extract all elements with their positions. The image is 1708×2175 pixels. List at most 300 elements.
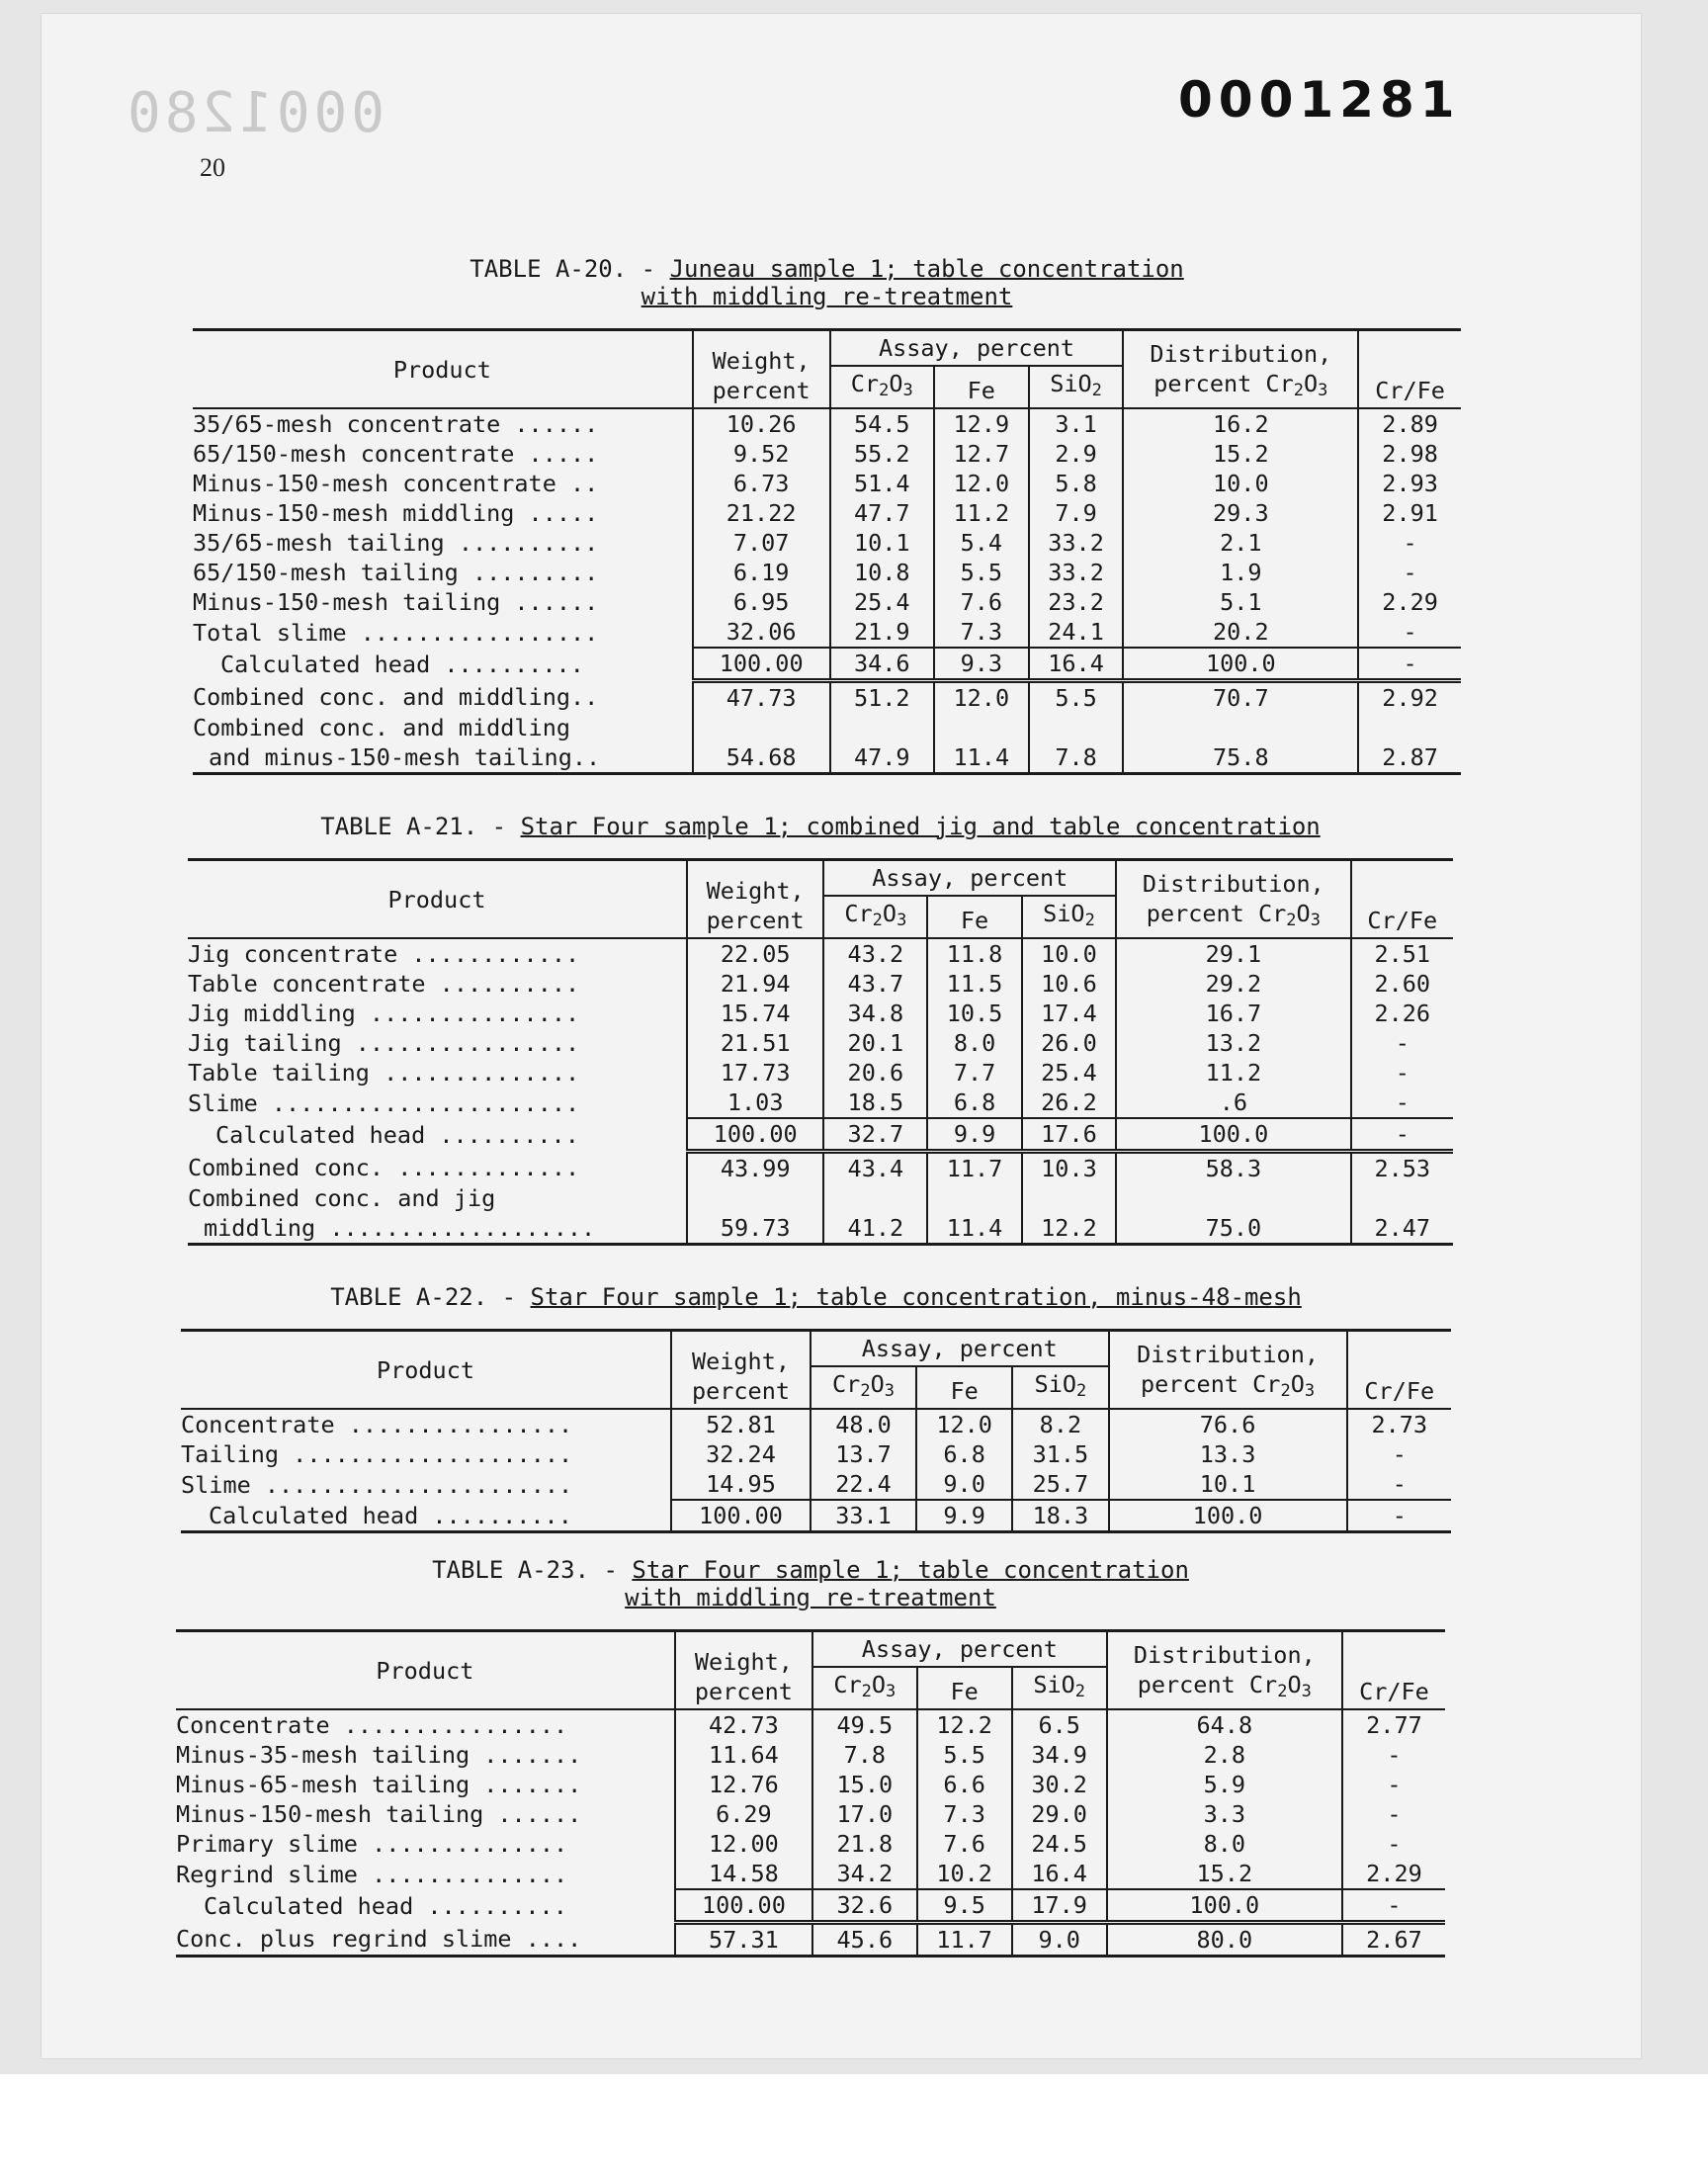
- subscript: 2: [1074, 1682, 1086, 1701]
- data-table: [188, 858, 1453, 1246]
- value-cell: 5.1: [1123, 587, 1358, 617]
- value-cell: 18.3: [1012, 1500, 1108, 1532]
- value-cell: 9.3: [934, 648, 1029, 681]
- value-cell: .6: [1116, 1088, 1350, 1118]
- value-cell: 11.4: [934, 742, 1029, 774]
- value-cell: 12.2: [1022, 1213, 1116, 1245]
- value-cell: 22.05: [687, 938, 823, 969]
- table-block-a21: [188, 813, 1453, 1246]
- document-number: 0001281: [1178, 71, 1461, 129]
- product-cell: Slime ......................: [181, 1470, 573, 1499]
- col-header-cr-fe: Cr/Fe: [1342, 1631, 1445, 1710]
- value-cell: 7.3: [917, 1799, 1012, 1829]
- col-header-weight-line2: percent: [691, 1377, 791, 1405]
- subscript: 2: [879, 381, 890, 400]
- value-cell: 5.5: [934, 558, 1029, 587]
- value-cell: 11.7: [917, 1923, 1012, 1957]
- value-cell: 10.6: [1022, 969, 1116, 999]
- value-cell: 7.3: [934, 617, 1029, 648]
- value-cell: 22.4: [811, 1469, 916, 1500]
- col-header-weight: [687, 860, 823, 939]
- empty-cell: [927, 1183, 1021, 1213]
- product-cell: Minus-150-mesh concentrate ..: [193, 470, 599, 497]
- empty-cell: [1029, 713, 1124, 742]
- value-cell: 43.2: [823, 938, 927, 969]
- value-cell: 33.2: [1029, 558, 1124, 587]
- table-row: [193, 439, 1461, 469]
- value-cell: 47.9: [830, 742, 934, 774]
- col-header-assay: Assay, percent: [811, 1331, 1109, 1367]
- value-cell: 15.2: [1107, 1859, 1342, 1889]
- value-cell: 15.0: [812, 1770, 917, 1799]
- value-cell: 76.6: [1109, 1409, 1347, 1439]
- sio-symbol: SiO: [1043, 900, 1085, 927]
- value-cell: 10.8: [830, 558, 934, 587]
- value-cell: 2.93: [1358, 469, 1461, 498]
- value-cell: 21.9: [830, 617, 934, 648]
- value-cell: -: [1342, 1829, 1445, 1859]
- value-cell: 11.8: [927, 938, 1021, 969]
- table-row: [193, 587, 1461, 617]
- subscript: 3: [1304, 1381, 1316, 1401]
- value-cell: 2.47: [1351, 1213, 1453, 1245]
- subscript: 3: [897, 911, 907, 930]
- table-block-a20: [193, 255, 1461, 775]
- col-header-distribution-line2b: O: [1290, 1370, 1305, 1398]
- combined-row: [176, 1923, 1445, 1957]
- value-cell: 41.2: [823, 1213, 927, 1245]
- value-cell: 32.06: [693, 617, 830, 648]
- value-cell: 100.00: [671, 1500, 811, 1532]
- table-row: [176, 1709, 1445, 1740]
- product-cell: Combined conc. and middling: [193, 714, 571, 741]
- combined-row-multiline-values: [193, 742, 1461, 774]
- value-cell: 2.98: [1358, 439, 1461, 469]
- product-cell: Calculated head ..........: [204, 1891, 567, 1920]
- table-row: [193, 469, 1461, 498]
- value-cell: 8.0: [1107, 1829, 1342, 1859]
- value-cell: 10.0: [1022, 938, 1116, 969]
- value-cell: 2.73: [1347, 1409, 1451, 1439]
- value-cell: 9.0: [916, 1469, 1012, 1500]
- col-header-distribution-line1: Distribution,: [1142, 870, 1324, 898]
- table-title-line1: Star Four sample 1; table concentration: [632, 1556, 1189, 1584]
- product-cell: 65/150-mesh concentrate .....: [193, 440, 599, 468]
- value-cell: 34.9: [1012, 1740, 1107, 1770]
- value-cell: 31.5: [1012, 1439, 1108, 1469]
- value-cell: 18.5: [823, 1088, 927, 1118]
- value-cell: 33.1: [811, 1500, 916, 1532]
- value-cell: 9.52: [693, 439, 830, 469]
- value-cell: 6.8: [927, 1088, 1021, 1118]
- table-row: [193, 528, 1461, 558]
- product-cell: Tailing ....................: [181, 1440, 573, 1468]
- product-cell: Jig middling ...............: [188, 1000, 580, 1027]
- value-cell: 100.0: [1107, 1889, 1342, 1923]
- product-cell: Combined conc. and middling..: [193, 682, 599, 711]
- value-cell: 42.73: [675, 1709, 812, 1740]
- empty-cell: [1351, 1183, 1453, 1213]
- value-cell: 29.3: [1123, 498, 1358, 528]
- value-cell: 10.5: [927, 999, 1021, 1028]
- col-header-cr-fe: Cr/Fe: [1347, 1331, 1451, 1410]
- value-cell: 7.07: [693, 528, 830, 558]
- product-cell: Minus-150-mesh tailing ......: [193, 588, 599, 616]
- value-cell: 5.4: [934, 528, 1029, 558]
- col-header-assay: Assay, percent: [830, 330, 1124, 367]
- value-cell: 30.2: [1012, 1770, 1107, 1799]
- value-cell: 34.6: [830, 648, 934, 681]
- value-cell: 1.9: [1123, 558, 1358, 587]
- value-cell: 12.2: [917, 1709, 1012, 1740]
- value-cell: 2.53: [1351, 1152, 1453, 1184]
- value-cell: 6.73: [693, 469, 830, 498]
- value-cell: 45.6: [812, 1923, 917, 1957]
- value-cell: 15.74: [687, 999, 823, 1028]
- table-row: [188, 969, 1453, 999]
- table-row: [188, 1088, 1453, 1118]
- value-cell: 10.2: [917, 1859, 1012, 1889]
- value-cell: 100.0: [1123, 648, 1358, 681]
- table-row: [188, 938, 1453, 969]
- value-cell: 6.6: [917, 1770, 1012, 1799]
- product-cell: Combined conc. .............: [188, 1153, 580, 1181]
- value-cell: 6.19: [693, 558, 830, 587]
- empty-cell: [1123, 713, 1358, 742]
- col-header-weight-line1: Weight,: [712, 347, 811, 375]
- subscript: 3: [1301, 1682, 1312, 1701]
- cr-symbol: Cr: [832, 1370, 861, 1398]
- value-cell: 3.1: [1029, 408, 1124, 439]
- col-header-product: Product: [188, 860, 687, 939]
- table-row: [193, 498, 1461, 528]
- product-cell: Minus-150-mesh middling .....: [193, 499, 599, 527]
- value-cell: 80.0: [1107, 1923, 1342, 1957]
- value-cell: 2.87: [1358, 742, 1461, 774]
- value-cell: 26.2: [1022, 1088, 1116, 1118]
- page-number: 20: [200, 153, 225, 182]
- table-row: [193, 408, 1461, 439]
- value-cell: 17.6: [1022, 1118, 1116, 1152]
- product-cell: Minus-65-mesh tailing .......: [176, 1771, 582, 1798]
- col-header-fe: Fe: [917, 1667, 1012, 1709]
- value-cell: -: [1351, 1088, 1453, 1118]
- value-cell: -: [1351, 1028, 1453, 1058]
- sio-symbol: SiO: [1050, 370, 1092, 397]
- col-header-distribution-line2b: O: [1296, 900, 1311, 927]
- col-header-sio2: [1022, 896, 1116, 938]
- value-cell: 2.92: [1358, 681, 1461, 714]
- product-cell: Concentrate ................: [181, 1411, 573, 1438]
- data-table: [176, 1629, 1445, 1958]
- col-header-weight-line2: percent: [706, 907, 805, 934]
- col-header-distribution: [1116, 860, 1350, 939]
- value-cell: 8.0: [927, 1028, 1021, 1058]
- table-row: [188, 999, 1453, 1028]
- col-header-distribution-line2: percent Cr: [1137, 1671, 1278, 1698]
- value-cell: 2.51: [1351, 938, 1453, 969]
- product-cell: middling ...................: [204, 1214, 596, 1242]
- value-cell: 16.7: [1116, 999, 1350, 1028]
- subscript: 2: [1286, 911, 1297, 930]
- table-title-line1: Juneau sample 1; table concentration: [669, 255, 1184, 283]
- value-cell: 2.26: [1351, 999, 1453, 1028]
- value-cell: 11.4: [927, 1213, 1021, 1245]
- value-cell: 3.3: [1107, 1799, 1342, 1829]
- empty-cell: [1358, 713, 1461, 742]
- table-row: [176, 1829, 1445, 1859]
- value-cell: 55.2: [830, 439, 934, 469]
- col-header-assay: Assay, percent: [812, 1631, 1107, 1668]
- col-header-weight-line1: Weight,: [691, 1348, 791, 1375]
- subscript: 2: [1280, 1381, 1291, 1401]
- cr-symbol: Cr: [844, 900, 873, 927]
- value-cell: -: [1342, 1770, 1445, 1799]
- o-symbol: O: [889, 370, 903, 397]
- table-row: [176, 1859, 1445, 1889]
- header-row: [181, 1331, 1451, 1367]
- value-cell: 10.1: [830, 528, 934, 558]
- value-cell: 2.1: [1123, 528, 1358, 558]
- value-cell: -: [1358, 528, 1461, 558]
- value-cell: 2.89: [1358, 408, 1461, 439]
- value-cell: 6.8: [916, 1439, 1012, 1469]
- subscript: 3: [1310, 911, 1321, 930]
- value-cell: -: [1347, 1469, 1451, 1500]
- product-cell: 65/150-mesh tailing .........: [193, 559, 599, 586]
- subscript: 3: [884, 1381, 895, 1401]
- value-cell: 24.1: [1029, 617, 1124, 648]
- product-cell: 35/65-mesh concentrate ......: [193, 410, 599, 438]
- table-number: TABLE A-23. -: [432, 1556, 633, 1584]
- value-cell: 13.7: [811, 1439, 916, 1469]
- combined-row-multiline: [193, 713, 1461, 742]
- col-header-cr2o3: [812, 1667, 917, 1709]
- col-header-distribution-line2: percent Cr: [1140, 1370, 1281, 1398]
- col-header-distribution-line2: percent Cr: [1146, 900, 1287, 927]
- combined-row-multiline: [188, 1183, 1453, 1213]
- value-cell: 11.64: [675, 1740, 812, 1770]
- value-cell: 100.0: [1116, 1118, 1350, 1152]
- table-caption: [181, 1283, 1451, 1311]
- value-cell: 32.7: [823, 1118, 927, 1152]
- col-header-distribution-line2b: O: [1287, 1671, 1302, 1698]
- col-header-distribution-line2: percent Cr: [1153, 370, 1294, 397]
- value-cell: 5.8: [1029, 469, 1124, 498]
- value-cell: 32.24: [671, 1439, 811, 1469]
- o-symbol: O: [870, 1370, 885, 1398]
- empty-cell: [823, 1183, 927, 1213]
- value-cell: 26.0: [1022, 1028, 1116, 1058]
- cr-symbol: Cr: [850, 370, 880, 397]
- product-cell: Regrind slime ..............: [176, 1860, 568, 1888]
- subscript: 2: [860, 1381, 871, 1401]
- value-cell: 100.00: [687, 1118, 823, 1152]
- header-row: [193, 330, 1461, 367]
- table-block-a22: [181, 1283, 1451, 1533]
- value-cell: 11.2: [934, 498, 1029, 528]
- table-row: [188, 1028, 1453, 1058]
- value-cell: 11.5: [927, 969, 1021, 999]
- data-table: [181, 1329, 1451, 1533]
- product-cell: Table tailing ..............: [188, 1059, 580, 1087]
- product-cell: Calculated head ..........: [209, 1501, 572, 1529]
- table-title-line1: Star Four sample 1; combined jig and table concentration: [520, 813, 1321, 840]
- table-caption: [188, 813, 1453, 840]
- bleed-through-number: 0001280: [124, 81, 385, 145]
- col-header-weight-line1: Weight,: [706, 877, 805, 905]
- empty-cell: [1022, 1183, 1116, 1213]
- value-cell: 2.77: [1342, 1709, 1445, 1740]
- value-cell: -: [1347, 1500, 1451, 1532]
- value-cell: 17.73: [687, 1058, 823, 1088]
- value-cell: 1.03: [687, 1088, 823, 1118]
- col-header-cr2o3: [823, 896, 927, 938]
- value-cell: 17.0: [812, 1799, 917, 1829]
- col-header-fe: Fe: [934, 366, 1029, 408]
- value-cell: 15.2: [1123, 439, 1358, 469]
- value-cell: 43.7: [823, 969, 927, 999]
- col-header-product: Product: [176, 1631, 675, 1710]
- value-cell: 20.2: [1123, 617, 1358, 648]
- col-header-weight: [693, 330, 830, 409]
- subscript: 2: [872, 911, 883, 930]
- value-cell: 12.76: [675, 1770, 812, 1799]
- value-cell: 7.7: [927, 1058, 1021, 1088]
- col-header-weight: [675, 1631, 812, 1710]
- col-header-fe: Fe: [927, 896, 1021, 938]
- value-cell: 29.0: [1012, 1799, 1107, 1829]
- cr-symbol: Cr: [833, 1671, 862, 1698]
- value-cell: 6.29: [675, 1799, 812, 1829]
- header-row: [188, 860, 1453, 897]
- value-cell: 25.4: [830, 587, 934, 617]
- empty-cell: [687, 1183, 823, 1213]
- product-cell: Calculated head ..........: [220, 650, 584, 678]
- value-cell: 24.5: [1012, 1829, 1107, 1859]
- value-cell: 13.3: [1109, 1439, 1347, 1469]
- value-cell: 70.7: [1123, 681, 1358, 714]
- combined-row: [193, 681, 1461, 714]
- value-cell: 7.6: [934, 587, 1029, 617]
- value-cell: 9.9: [916, 1500, 1012, 1532]
- empty-cell: [693, 713, 830, 742]
- value-cell: 57.31: [675, 1923, 812, 1957]
- product-cell: Jig concentrate ............: [188, 940, 580, 968]
- value-cell: 54.68: [693, 742, 830, 774]
- calculated-head-row: [188, 1118, 1453, 1152]
- col-header-cr2o3: [830, 366, 934, 408]
- table-row: [181, 1469, 1451, 1500]
- empty-cell: [934, 713, 1029, 742]
- value-cell: 2.8: [1107, 1740, 1342, 1770]
- combined-row-multiline-values: [188, 1213, 1453, 1245]
- o-symbol: O: [882, 900, 897, 927]
- calculated-head-row: [193, 648, 1461, 681]
- table-caption: [176, 1556, 1445, 1611]
- value-cell: 7.8: [812, 1740, 917, 1770]
- value-cell: 43.99: [687, 1152, 823, 1184]
- col-header-distribution-line1: Distribution,: [1133, 1641, 1316, 1669]
- value-cell: 7.8: [1029, 742, 1124, 774]
- col-header-sio2: [1012, 1667, 1107, 1709]
- value-cell: 54.5: [830, 408, 934, 439]
- value-cell: 34.2: [812, 1859, 917, 1889]
- col-header-fe: Fe: [916, 1366, 1012, 1409]
- product-cell: Minus-150-mesh tailing ......: [176, 1800, 582, 1828]
- value-cell: 2.91: [1358, 498, 1461, 528]
- value-cell: 16.2: [1123, 408, 1358, 439]
- value-cell: 49.5: [812, 1709, 917, 1740]
- value-cell: 51.4: [830, 469, 934, 498]
- product-cell: Primary slime ..............: [176, 1830, 568, 1858]
- value-cell: 64.8: [1107, 1709, 1342, 1740]
- product-cell: Slime ......................: [188, 1088, 580, 1117]
- value-cell: 12.7: [934, 439, 1029, 469]
- value-cell: 100.00: [675, 1889, 812, 1923]
- value-cell: 6.95: [693, 587, 830, 617]
- subscript: 2: [1293, 381, 1304, 400]
- value-cell: 17.4: [1022, 999, 1116, 1028]
- table-number: TABLE A-21. -: [320, 813, 521, 840]
- value-cell: 21.51: [687, 1028, 823, 1058]
- value-cell: 20.1: [823, 1028, 927, 1058]
- table-block-a23: [176, 1556, 1445, 1958]
- header-row: [176, 1631, 1445, 1668]
- col-header-product: Product: [193, 330, 693, 409]
- empty-cell: [1116, 1183, 1350, 1213]
- col-header-product: Product: [181, 1331, 671, 1410]
- subscript: 2: [861, 1682, 872, 1701]
- value-cell: 25.4: [1022, 1058, 1116, 1088]
- value-cell: 9.5: [917, 1889, 1012, 1923]
- value-cell: -: [1358, 617, 1461, 648]
- value-cell: 7.9: [1029, 498, 1124, 528]
- value-cell: 12.0: [934, 681, 1029, 714]
- value-cell: 5.5: [917, 1740, 1012, 1770]
- value-cell: 20.6: [823, 1058, 927, 1088]
- value-cell: 8.2: [1012, 1409, 1108, 1439]
- value-cell: 7.6: [917, 1829, 1012, 1859]
- table-row: [193, 617, 1461, 648]
- value-cell: 17.9: [1012, 1889, 1107, 1923]
- value-cell: 10.0: [1123, 469, 1358, 498]
- value-cell: 5.5: [1029, 681, 1124, 714]
- product-cell: Total slime .................: [193, 618, 599, 647]
- table-row: [181, 1439, 1451, 1469]
- value-cell: 2.67: [1342, 1923, 1445, 1957]
- value-cell: -: [1342, 1740, 1445, 1770]
- value-cell: 52.81: [671, 1409, 811, 1439]
- col-header-weight-line1: Weight,: [694, 1648, 793, 1676]
- table-title-line2: with middling re-treatment: [640, 283, 1013, 310]
- value-cell: 10.1: [1109, 1469, 1347, 1500]
- table-number: TABLE A-22. -: [330, 1283, 531, 1311]
- value-cell: -: [1342, 1799, 1445, 1829]
- product-cell: Jig tailing ................: [188, 1029, 580, 1057]
- col-header-cr2o3: [811, 1366, 916, 1409]
- product-cell: Combined conc. and jig: [188, 1184, 496, 1212]
- value-cell: 10.3: [1022, 1152, 1116, 1184]
- subscript: 2: [1091, 381, 1102, 400]
- subscript: 3: [886, 1682, 897, 1701]
- value-cell: 100.00: [693, 648, 830, 681]
- calculated-head-row: [176, 1889, 1445, 1923]
- value-cell: 16.4: [1029, 648, 1124, 681]
- col-header-cr-fe: Cr/Fe: [1351, 860, 1453, 939]
- col-header-distribution-line2b: O: [1303, 370, 1319, 397]
- value-cell: 47.73: [693, 681, 830, 714]
